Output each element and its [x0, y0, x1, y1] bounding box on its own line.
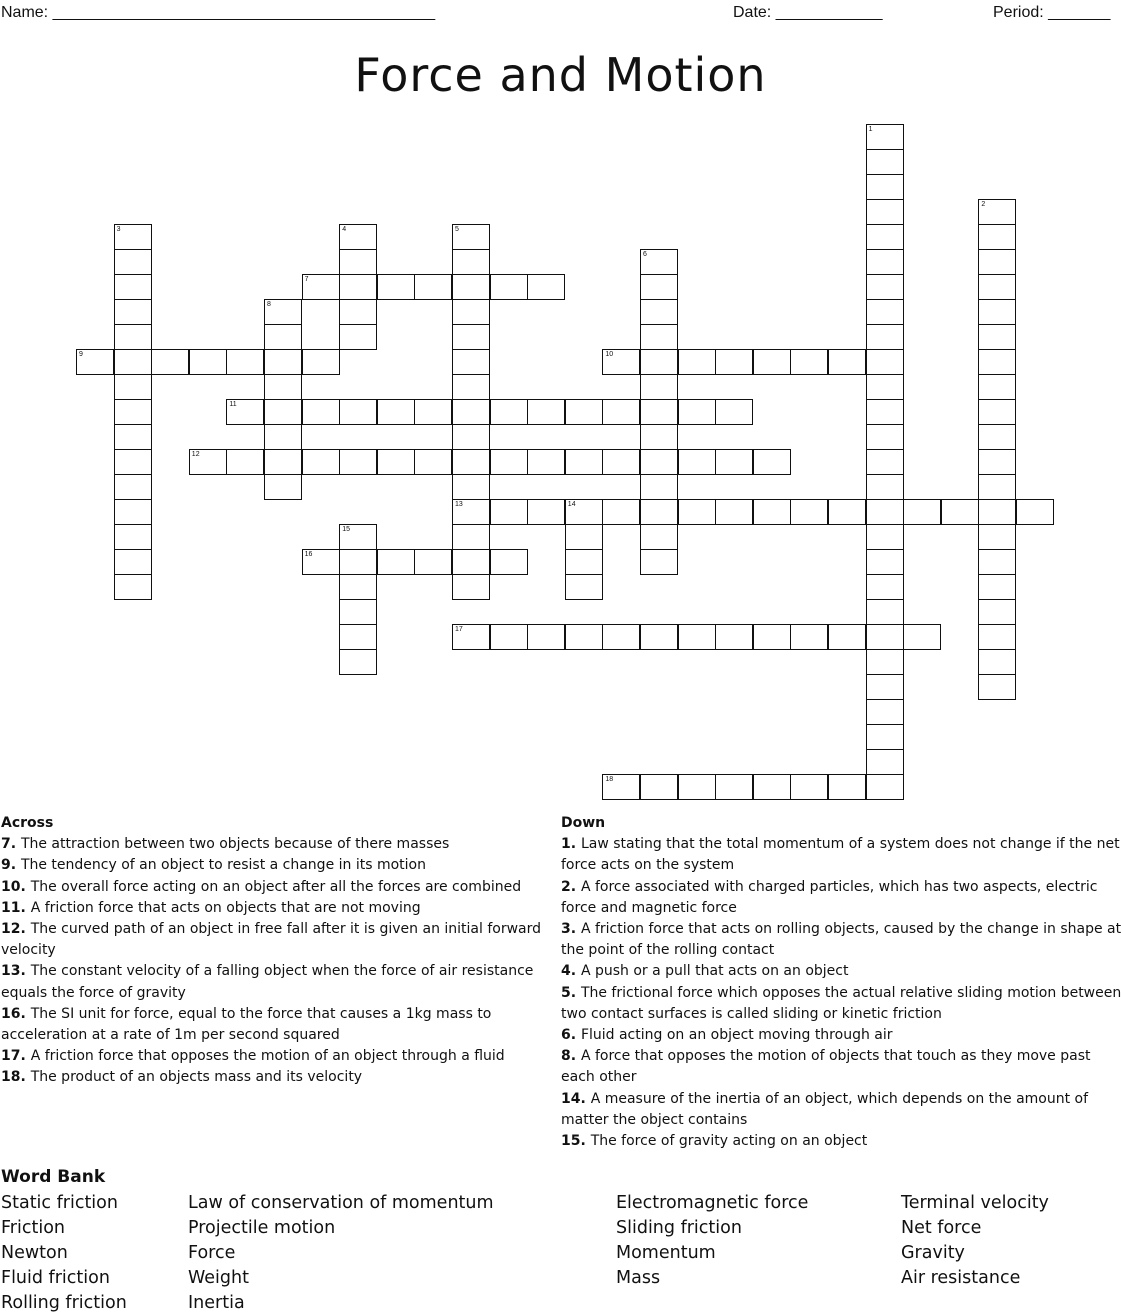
grid-cell[interactable] — [264, 324, 302, 350]
clue-number: 14. — [561, 1090, 591, 1107]
grid-cell[interactable] — [678, 449, 716, 475]
grid-cell[interactable] — [452, 549, 490, 575]
word-bank-item: Momentum — [616, 1243, 716, 1263]
grid-number: 15 — [342, 526, 350, 533]
grid-cell[interactable] — [452, 524, 490, 550]
page-title: Force and Motion — [354, 48, 767, 102]
word-bank-item: Law of conservation of momentum — [188, 1193, 494, 1213]
grid-cell[interactable] — [941, 499, 979, 525]
word-bank-item: Newton — [1, 1243, 68, 1263]
grid-number: 13 — [455, 501, 463, 508]
grid-cell[interactable] — [527, 499, 565, 525]
grid-cell[interactable] — [452, 424, 490, 450]
grid-cell[interactable] — [866, 624, 904, 650]
grid-cell[interactable] — [978, 274, 1016, 300]
grid-cell[interactable] — [715, 449, 753, 475]
grid-cell[interactable] — [866, 324, 904, 350]
grid-cell[interactable] — [715, 349, 753, 375]
grid-cell[interactable] — [452, 224, 490, 250]
grid-cell[interactable] — [414, 449, 452, 475]
clue-text: A force that opposes the motion of objects that touch as they move past each other — [561, 1048, 1091, 1086]
word-bank-item: Friction — [1, 1218, 65, 1238]
grid-cell[interactable] — [978, 524, 1016, 550]
grid-cell[interactable] — [1016, 499, 1054, 525]
grid-cell[interactable] — [414, 549, 452, 575]
grid-cell[interactable] — [339, 599, 377, 625]
grid-cell[interactable] — [828, 624, 866, 650]
grid-cell[interactable] — [302, 274, 340, 300]
grid-cell[interactable] — [377, 549, 415, 575]
grid-cell[interactable] — [790, 349, 828, 375]
grid-cell[interactable] — [978, 649, 1016, 675]
grid-cell[interactable] — [790, 624, 828, 650]
grid-cell[interactable] — [339, 649, 377, 675]
word-bank-item: Sliding friction — [616, 1218, 742, 1238]
clue-number: 6. — [561, 1027, 581, 1044]
down-clue-1 — [561, 834, 1121, 876]
clue-text: A measure of the inertia of an object, which depends on the amount of matter the object contains — [561, 1090, 1089, 1128]
grid-cell[interactable] — [452, 399, 490, 425]
grid-cell[interactable] — [866, 749, 904, 775]
grid-cell[interactable] — [678, 349, 716, 375]
grid-cell[interactable] — [302, 449, 340, 475]
grid-cell[interactable] — [866, 474, 904, 500]
grid-cell[interactable] — [114, 499, 152, 525]
grid-cell[interactable] — [640, 249, 678, 275]
grid-cell[interactable] — [602, 399, 640, 425]
word-bank-column-4 — [901, 1191, 1049, 1291]
word-bank-item: Terminal velocity — [901, 1193, 1049, 1213]
grid-cell[interactable] — [640, 399, 678, 425]
clue-number: 4. — [561, 963, 581, 980]
grid-cell[interactable] — [490, 624, 528, 650]
grid-cell[interactable] — [715, 774, 753, 800]
grid-cell[interactable] — [114, 474, 152, 500]
down-clue-4 — [561, 961, 1121, 982]
grid-cell[interactable] — [978, 324, 1016, 350]
grid-cell[interactable] — [452, 274, 490, 300]
grid-cell[interactable] — [866, 699, 904, 725]
down-clue-2 — [561, 877, 1121, 919]
word-bank-column-1 — [1, 1191, 127, 1316]
grid-cell[interactable] — [490, 449, 528, 475]
grid-cell[interactable] — [828, 499, 866, 525]
grid-cell[interactable] — [302, 349, 340, 375]
clue-number: 7. — [1, 836, 21, 853]
grid-cell[interactable] — [640, 349, 678, 375]
grid-cell[interactable] — [978, 474, 1016, 500]
clue-text: The SI unit for force, equal to the force that causes a 1kg mass to acceleration at a rate of 1m per second squared — [1, 1005, 492, 1044]
grid-cell[interactable] — [978, 499, 1016, 525]
clue-number: 2. — [561, 878, 581, 895]
grid-cell[interactable] — [189, 449, 227, 475]
across-clue-9 — [1, 855, 556, 876]
grid-number: 5 — [455, 226, 459, 233]
grid-cell[interactable] — [978, 374, 1016, 400]
grid-cell[interactable] — [114, 324, 152, 350]
across-clue-11 — [1, 898, 556, 919]
grid-cell[interactable] — [640, 424, 678, 450]
grid-cell[interactable] — [565, 549, 603, 575]
grid-number: 16 — [304, 551, 313, 558]
grid-cell[interactable] — [114, 224, 152, 250]
grid-cell[interactable] — [602, 624, 640, 650]
grid-number: 12 — [191, 451, 200, 458]
grid-cell[interactable] — [640, 274, 678, 300]
across-clue-17 — [1, 1046, 556, 1067]
grid-cell[interactable] — [828, 349, 866, 375]
grid-cell[interactable] — [339, 574, 377, 600]
word-bank-item: Static friction — [1, 1193, 118, 1213]
grid-cell[interactable] — [640, 474, 678, 500]
grid-cell[interactable] — [978, 574, 1016, 600]
grid-cell[interactable] — [114, 524, 152, 550]
word-bank-item: Mass — [616, 1268, 661, 1288]
grid-cell[interactable] — [866, 774, 904, 800]
down-clue-3 — [561, 919, 1121, 961]
grid-number: 14 — [567, 501, 576, 508]
grid-cell[interactable] — [339, 299, 377, 325]
grid-cell[interactable] — [602, 349, 640, 375]
down-clue-8 — [561, 1046, 1121, 1088]
date-field[interactable]: Date: ____________ — [733, 4, 883, 21]
grid-cell[interactable] — [640, 624, 678, 650]
down-clue-15 — [561, 1131, 1121, 1152]
grid-cell[interactable] — [753, 624, 791, 650]
word-bank-item: Gravity — [901, 1243, 965, 1263]
grid-cell[interactable] — [602, 774, 640, 800]
grid-cell[interactable] — [114, 549, 152, 575]
grid-cell[interactable] — [527, 624, 565, 650]
grid-cell[interactable] — [678, 774, 716, 800]
grid-cell[interactable] — [151, 349, 189, 375]
grid-cell[interactable] — [565, 574, 603, 600]
grid-cell[interactable] — [302, 399, 340, 425]
grid-cell[interactable] — [866, 349, 904, 375]
grid-cell[interactable] — [866, 499, 904, 525]
grid-cell[interactable] — [490, 399, 528, 425]
grid-cell[interactable] — [866, 224, 904, 250]
grid-cell[interactable] — [715, 399, 753, 425]
down-clue-5 — [561, 983, 1121, 1025]
grid-cell[interactable] — [866, 674, 904, 700]
grid-cell[interactable] — [866, 199, 904, 225]
down-heading: Down — [561, 815, 606, 831]
grid-cell[interactable] — [339, 224, 377, 250]
grid-cell[interactable] — [114, 374, 152, 400]
word-bank-item: Net force — [901, 1218, 982, 1238]
grid-cell[interactable] — [866, 299, 904, 325]
grid-cell[interactable] — [76, 349, 114, 375]
clue-number: 18. — [1, 1069, 31, 1086]
clue-text: A push or a pull that acts on an object — [580, 963, 849, 980]
clue-text: A force associated with charged particles, which has two aspects, electric force and magnetic force — [561, 878, 1098, 916]
clue-number: 9. — [1, 857, 21, 874]
grid-cell[interactable] — [452, 499, 490, 525]
clue-text: The attraction between two objects because of there masses — [20, 836, 450, 853]
grid-cell[interactable] — [715, 624, 753, 650]
grid-cell[interactable] — [978, 599, 1016, 625]
grid-cell[interactable] — [114, 349, 152, 375]
grid-cell[interactable] — [866, 724, 904, 750]
grid-cell[interactable] — [640, 549, 678, 575]
down-clue-14 — [561, 1089, 1121, 1131]
grid-cell[interactable] — [302, 549, 340, 575]
grid-cell[interactable] — [452, 474, 490, 500]
grid-cell[interactable] — [678, 499, 716, 525]
clue-text: The overall force acting on an object after all the forces are combined — [30, 878, 522, 895]
grid-cell[interactable] — [640, 499, 678, 525]
clue-number: 8. — [561, 1048, 581, 1065]
grid-cell[interactable] — [866, 399, 904, 425]
grid-cell[interactable] — [978, 549, 1016, 575]
grid-number: 2 — [981, 201, 986, 208]
grid-cell[interactable] — [452, 624, 490, 650]
clue-number: 3. — [561, 921, 581, 938]
grid-cell[interactable] — [565, 624, 603, 650]
word-bank-column-2 — [188, 1191, 494, 1316]
clue-number: 16. — [1, 1005, 31, 1022]
grid-cell[interactable] — [339, 624, 377, 650]
grid-cell[interactable] — [866, 524, 904, 550]
across-clues — [1, 813, 556, 1089]
grid-cell[interactable] — [978, 674, 1016, 700]
grid-cell[interactable] — [339, 399, 377, 425]
name-field[interactable]: Name: ___________________________________________ — [1, 4, 436, 21]
grid-cell[interactable] — [978, 249, 1016, 275]
grid-cell[interactable] — [565, 449, 603, 475]
grid-cell[interactable] — [264, 474, 302, 500]
grid-cell[interactable] — [377, 399, 415, 425]
grid-cell[interactable] — [978, 349, 1016, 375]
word-bank-item: Force — [188, 1243, 236, 1263]
grid-cell[interactable] — [866, 599, 904, 625]
clue-number: 15. — [561, 1133, 591, 1150]
grid-cell[interactable] — [527, 399, 565, 425]
word-bank-column-3 — [616, 1191, 808, 1291]
clue-text: The constant velocity of a falling object when the force of air resistance equals the force of gravity — [1, 963, 534, 1001]
grid-cell[interactable] — [339, 449, 377, 475]
clue-text: Law stating that the total momentum of a system does not change if the net force acts on the system — [561, 836, 1120, 874]
grid-cell[interactable] — [527, 274, 565, 300]
across-clue-16 — [1, 1004, 556, 1046]
grid-cell[interactable] — [866, 249, 904, 275]
grid-cell[interactable] — [226, 449, 264, 475]
grid-number: 17 — [455, 626, 463, 633]
grid-cell[interactable] — [978, 424, 1016, 450]
grid-cell[interactable] — [866, 649, 904, 675]
clue-number: 17. — [1, 1048, 31, 1065]
grid-cell[interactable] — [978, 199, 1016, 225]
word-bank-item: Inertia — [188, 1293, 245, 1313]
grid-cell[interactable] — [640, 374, 678, 400]
grid-cell[interactable] — [339, 524, 377, 550]
grid-cell[interactable] — [114, 249, 152, 275]
grid-cell[interactable] — [490, 274, 528, 300]
grid-cell[interactable] — [414, 274, 452, 300]
word-bank-item: Rolling friction — [1, 1293, 127, 1313]
grid-cell[interactable] — [264, 399, 302, 425]
word-bank-item: Weight — [188, 1268, 249, 1288]
grid-cell[interactable] — [264, 349, 302, 375]
clue-text: The frictional force which opposes the actual relative sliding motion between two contact surfaces is called sliding or kinetic friction — [561, 984, 1121, 1022]
grid-number: 7 — [304, 276, 309, 283]
grid-cell[interactable] — [866, 549, 904, 575]
grid-number: 1 — [868, 126, 873, 133]
grid-cell[interactable] — [753, 349, 791, 375]
grid-cell[interactable] — [114, 449, 152, 475]
clue-text: The curved path of an object in free fall after it is given an initial forward velocity — [1, 921, 542, 959]
grid-cell[interactable] — [602, 499, 640, 525]
grid-cell[interactable] — [565, 399, 603, 425]
word-bank-heading: Word Bank — [1, 1167, 106, 1187]
grid-cell[interactable] — [753, 774, 791, 800]
clue-number: 10. — [1, 878, 31, 895]
clue-text: A friction force that opposes the motion of an object through a fluid — [30, 1048, 505, 1065]
grid-number: 11 — [229, 401, 237, 408]
grid-number: 9 — [79, 351, 83, 358]
period-field[interactable]: Period: _______ — [993, 4, 1111, 21]
grid-cell[interactable] — [790, 774, 828, 800]
clue-text: Fluid acting on an object moving through air — [580, 1027, 893, 1044]
word-bank-item: Fluid friction — [1, 1268, 110, 1288]
grid-cell[interactable] — [339, 274, 377, 300]
grid-number: 3 — [116, 226, 121, 233]
grid-cell[interactable] — [640, 324, 678, 350]
clue-number: 12. — [1, 921, 31, 938]
word-bank-item: Air resistance — [901, 1268, 1021, 1288]
grid-cell[interactable] — [978, 224, 1016, 250]
grid-cell[interactable] — [866, 124, 904, 150]
grid-cell[interactable] — [452, 324, 490, 350]
grid-cell[interactable] — [640, 299, 678, 325]
word-bank-item: Electromagnetic force — [616, 1193, 809, 1213]
clue-number: 13. — [1, 963, 31, 980]
grid-number: 4 — [342, 226, 347, 233]
grid-cell[interactable] — [452, 249, 490, 275]
grid-cell[interactable] — [640, 774, 678, 800]
clue-text: The force of gravity acting on an object — [590, 1133, 868, 1150]
clue-number: 1. — [561, 836, 581, 853]
grid-cell[interactable] — [866, 174, 904, 200]
grid-cell[interactable] — [678, 399, 716, 425]
grid-number: 18 — [605, 776, 614, 783]
grid-cell[interactable] — [114, 299, 152, 325]
grid-cell[interactable] — [452, 374, 490, 400]
grid-cell[interactable] — [828, 774, 866, 800]
grid-number: 10 — [605, 351, 614, 358]
down-clue-6 — [561, 1025, 1121, 1046]
across-clue-12 — [1, 919, 556, 961]
grid-cell[interactable] — [452, 574, 490, 600]
grid-cell[interactable] — [339, 549, 377, 575]
clue-text: A friction force that acts on rolling objects, caused by the change in shape at the point of the rolling contact — [561, 921, 1121, 959]
grid-cell[interactable] — [978, 399, 1016, 425]
across-clue-10 — [1, 877, 556, 898]
grid-cell[interactable] — [978, 624, 1016, 650]
grid-cell[interactable] — [114, 574, 152, 600]
grid-cell[interactable] — [114, 399, 152, 425]
grid-cell[interactable] — [226, 399, 264, 425]
clue-text: The product of an objects mass and its velocity — [30, 1069, 363, 1086]
grid-cell[interactable] — [527, 449, 565, 475]
grid-cell[interactable] — [452, 349, 490, 375]
grid-cell[interactable] — [903, 624, 941, 650]
grid-cell[interactable] — [377, 274, 415, 300]
grid-cell[interactable] — [866, 374, 904, 400]
grid-cell[interactable] — [602, 449, 640, 475]
clue-number: 11. — [1, 899, 31, 916]
across-clue-13 — [1, 961, 556, 1003]
across-clue-18 — [1, 1067, 556, 1088]
grid-cell[interactable] — [264, 374, 302, 400]
grid-cell[interactable] — [640, 449, 678, 475]
grid-cell[interactable] — [866, 274, 904, 300]
grid-number: 8 — [267, 301, 271, 308]
grid-cell[interactable] — [377, 449, 415, 475]
grid-cell[interactable] — [114, 424, 152, 450]
grid-cell[interactable] — [715, 499, 753, 525]
grid-number: 6 — [643, 251, 647, 258]
grid-cell[interactable] — [189, 349, 227, 375]
grid-cell[interactable] — [640, 524, 678, 550]
grid-cell[interactable] — [678, 624, 716, 650]
grid-cell[interactable] — [903, 499, 941, 525]
grid-cell[interactable] — [264, 449, 302, 475]
grid-cell[interactable] — [866, 574, 904, 600]
grid-cell[interactable] — [339, 249, 377, 275]
grid-cell[interactable] — [114, 274, 152, 300]
grid-cell[interactable] — [565, 524, 603, 550]
grid-cell[interactable] — [866, 424, 904, 450]
across-clue-7 — [1, 834, 556, 855]
clue-number: 5. — [561, 984, 581, 1001]
grid-cell[interactable] — [866, 449, 904, 475]
down-clues — [561, 813, 1121, 1152]
grid-cell[interactable] — [414, 399, 452, 425]
word-bank-item: Projectile motion — [188, 1218, 336, 1238]
grid-cell[interactable] — [339, 324, 377, 350]
grid-cell[interactable] — [490, 499, 528, 525]
grid-cell[interactable] — [978, 299, 1016, 325]
grid-cell[interactable] — [226, 349, 264, 375]
grid-cell[interactable] — [264, 424, 302, 450]
grid-cell[interactable] — [452, 299, 490, 325]
grid-cell[interactable] — [866, 149, 904, 175]
clue-text: A friction force that acts on objects that are not moving — [30, 899, 421, 916]
grid-cell[interactable] — [790, 499, 828, 525]
grid-cell[interactable] — [978, 449, 1016, 475]
clue-text: The tendency of an object to resist a change in its motion — [20, 857, 426, 874]
grid-cell[interactable] — [753, 449, 791, 475]
grid-cell[interactable] — [452, 449, 490, 475]
grid-cell[interactable] — [753, 499, 791, 525]
grid-cell[interactable] — [565, 499, 603, 525]
grid-cell[interactable] — [264, 299, 302, 325]
across-heading: Across — [1, 815, 54, 831]
grid-cell[interactable] — [490, 549, 528, 575]
